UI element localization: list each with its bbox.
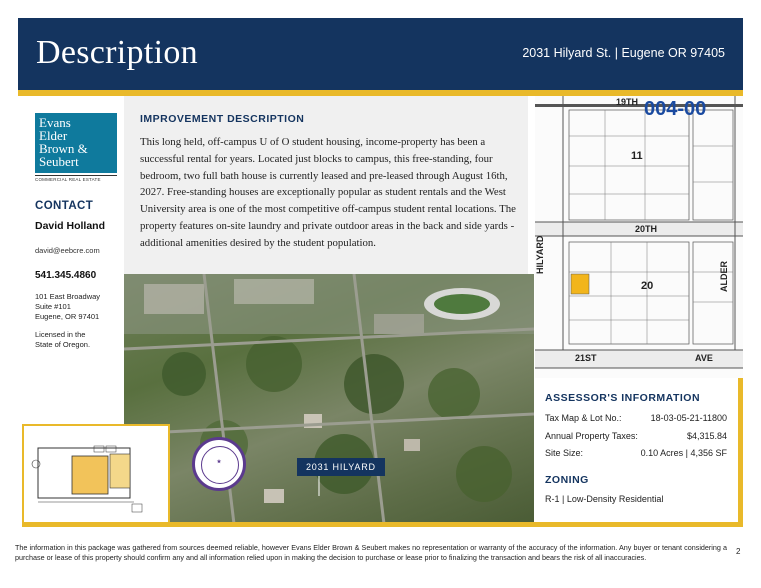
assessor-value: $4,315.84 bbox=[686, 431, 727, 441]
tax-lot-map-drawing bbox=[535, 96, 743, 378]
agent-name: David Holland bbox=[35, 220, 106, 232]
floor-plan-drawing bbox=[24, 426, 164, 518]
logo-line: Brown & bbox=[39, 141, 88, 156]
agent-phone[interactable]: 541.345.4860 bbox=[35, 270, 97, 281]
street-label-alder: ALDER bbox=[719, 261, 729, 292]
tax-lot-map bbox=[535, 96, 743, 378]
agent-email-link[interactable]: david@eebcre.com bbox=[35, 246, 100, 255]
license-line: State of Oregon. bbox=[35, 340, 91, 349]
assessor-label: Tax Map & Lot No.: bbox=[545, 413, 622, 423]
street-label-20th: 20TH bbox=[635, 224, 658, 234]
zoning-heading: ZONING bbox=[545, 474, 589, 486]
page-number: 2 bbox=[736, 547, 741, 556]
street-label-ave: AVE bbox=[695, 353, 713, 363]
page-title: Description bbox=[36, 34, 198, 71]
street-label-19th: 19TH bbox=[616, 97, 639, 107]
assessor-value: 0.10 Acres | 4,356 SF bbox=[640, 448, 727, 458]
zoning-value: R-1 | Low-Density Residential bbox=[545, 494, 664, 504]
logo-subtitle: COMMERCIAL REAL ESTATE bbox=[35, 175, 117, 182]
assessor-label: Site Size: bbox=[545, 448, 584, 458]
street-label-21st: 21ST bbox=[575, 353, 597, 363]
street-label-hilyard: HILYARD bbox=[535, 235, 545, 274]
office-address-line: Suite #101 bbox=[35, 302, 71, 311]
improvement-description-panel bbox=[124, 96, 528, 274]
improvement-heading: IMPROVEMENT DESCRIPTION bbox=[140, 113, 305, 125]
assessor-label: Annual Property Taxes: bbox=[545, 431, 638, 441]
improvement-body: This long held, off-campus U of O student housing, income-property has been a successful rental for years. Located just blocks to campus, this free-standing, four bedroom, two full bath house is currently leased and pre-leased through August 16th, 2027. Free-standing houses are exceptionally popular as student rentals and the West University area is one of the most competitive off-campus student rental locations. The property features on-site laundry and private outdoor areas in the back and side yards - additional amenities desired by the student population. bbox=[140, 136, 516, 249]
page-header bbox=[18, 18, 743, 90]
seal-ring bbox=[201, 446, 239, 484]
license-line: Licensed in the bbox=[35, 330, 86, 339]
floor-plan-inset bbox=[22, 424, 170, 524]
right-accent-bar bbox=[738, 378, 743, 527]
logo-line: Evans bbox=[39, 115, 71, 130]
office-address-line: 101 East Broadway bbox=[35, 292, 101, 301]
property-address: 2031 Hilyard St. | Eugene OR 97405 bbox=[522, 46, 725, 60]
block-number: 20 bbox=[641, 280, 654, 292]
bottom-accent-bar bbox=[22, 522, 740, 527]
seal-monogram: ★ bbox=[216, 459, 222, 465]
contact-heading: CONTACT bbox=[35, 200, 94, 212]
office-address-line: Eugene, OR 97401 bbox=[35, 312, 100, 321]
company-logo bbox=[35, 113, 117, 173]
block-number: 11 bbox=[631, 150, 643, 162]
logo-line: Elder bbox=[39, 128, 68, 143]
property-location-tag: 2031 HILYARD bbox=[297, 458, 385, 476]
logo-line: Seubert bbox=[39, 154, 79, 169]
map-number: 004-00 bbox=[644, 98, 707, 120]
assessor-heading: ASSESSOR'S INFORMATION bbox=[545, 392, 701, 404]
aerial-photo-illustration bbox=[124, 274, 534, 524]
assessor-value: 18-03-05-21-11800 bbox=[650, 413, 727, 423]
company-seal-logo bbox=[192, 437, 246, 491]
aerial-photo bbox=[124, 274, 534, 524]
disclaimer-text: The information in this package was gathered from sources deemed reliable, however Evans Elder Brown & Seubert makes no representation or warranty of the accuracy of the information. Any buyer or tenant considering a purchase or lease of this property should confirm any and all information relied upon in making the decision to purchase or lease prior to finalizing the transaction and bears the risk of all inaccuracies. bbox=[15, 543, 727, 562]
